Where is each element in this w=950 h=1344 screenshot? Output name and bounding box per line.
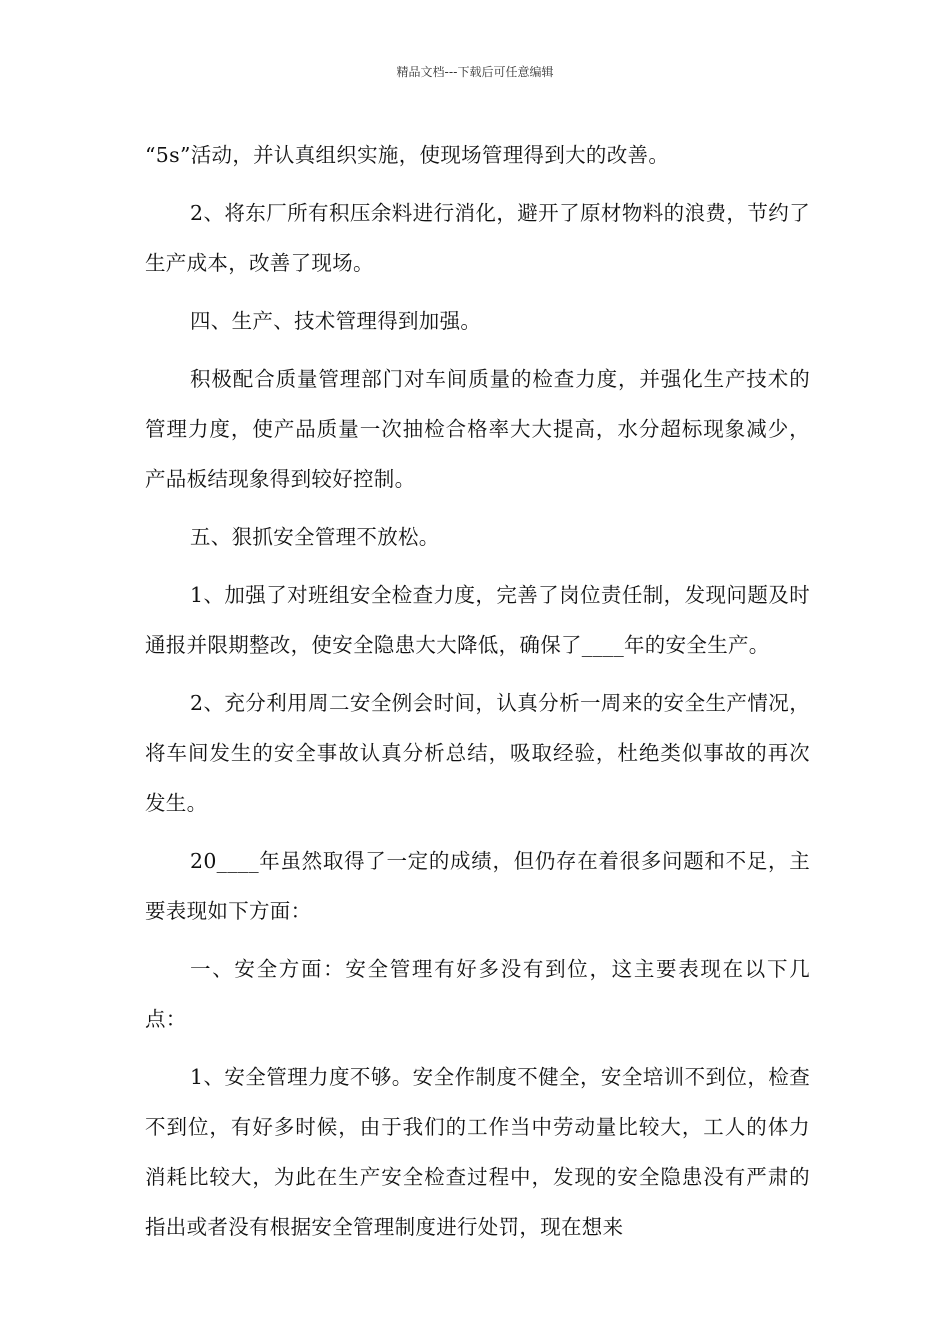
paragraph: 2、将东厂所有积压余料进行消化，避开了原材物料的浪费，节约了生产成本，改善了现场。	[145, 201, 810, 275]
page-header: 精品文档---下载后可任意编辑	[396, 65, 554, 79]
section-heading: 五、狠抓安全管理不放松。	[190, 525, 440, 549]
paragraph: 20____年虽然取得了一定的成绩，但仍存在着很多问题和不足，主要表现如下方面：	[145, 849, 810, 923]
section-heading: 四、生产、技术管理得到加强。	[190, 309, 482, 333]
paragraph: 1、加强了对班组安全检查力度，完善了岗位责任制，发现问题及时通报并限期整改，使安全隐患大大降低，确保了____年的安全生产。	[145, 583, 810, 657]
paragraph: 1、安全管理力度不够。安全作制度不健全，安全培训不到位，检查不到位，有好多时候，由于我们的工作当中劳动量比较大，工人的体力消耗比较大，为此在生产安全检查过程中，发现的安全隐患没有严肃的指出或者没有根据安全管理制度进行处罚，现在想来	[145, 1065, 810, 1239]
paragraph: 一、安全方面：安全管理有好多没有到位，这主要表现在以下几点：	[145, 957, 810, 1031]
paragraph: 积极配合质量管理部门对车间质量的检查力度，并强化生产技术的管理力度，使产品质量一次抽检合格率大大提高，水分超标现象减少，产品板结现象得到较好控制。	[145, 367, 810, 491]
paragraph: “5s”活动，并认真组织实施，使现场管理得到大的改善。	[145, 143, 670, 167]
document-body	[145, 130, 810, 1260]
paragraph: 2、充分利用周二安全例会时间，认真分析一周来的安全生产情况，将车间发生的安全事故认真分析总结，吸取经验，杜绝类似事故的再次发生。	[145, 691, 810, 815]
